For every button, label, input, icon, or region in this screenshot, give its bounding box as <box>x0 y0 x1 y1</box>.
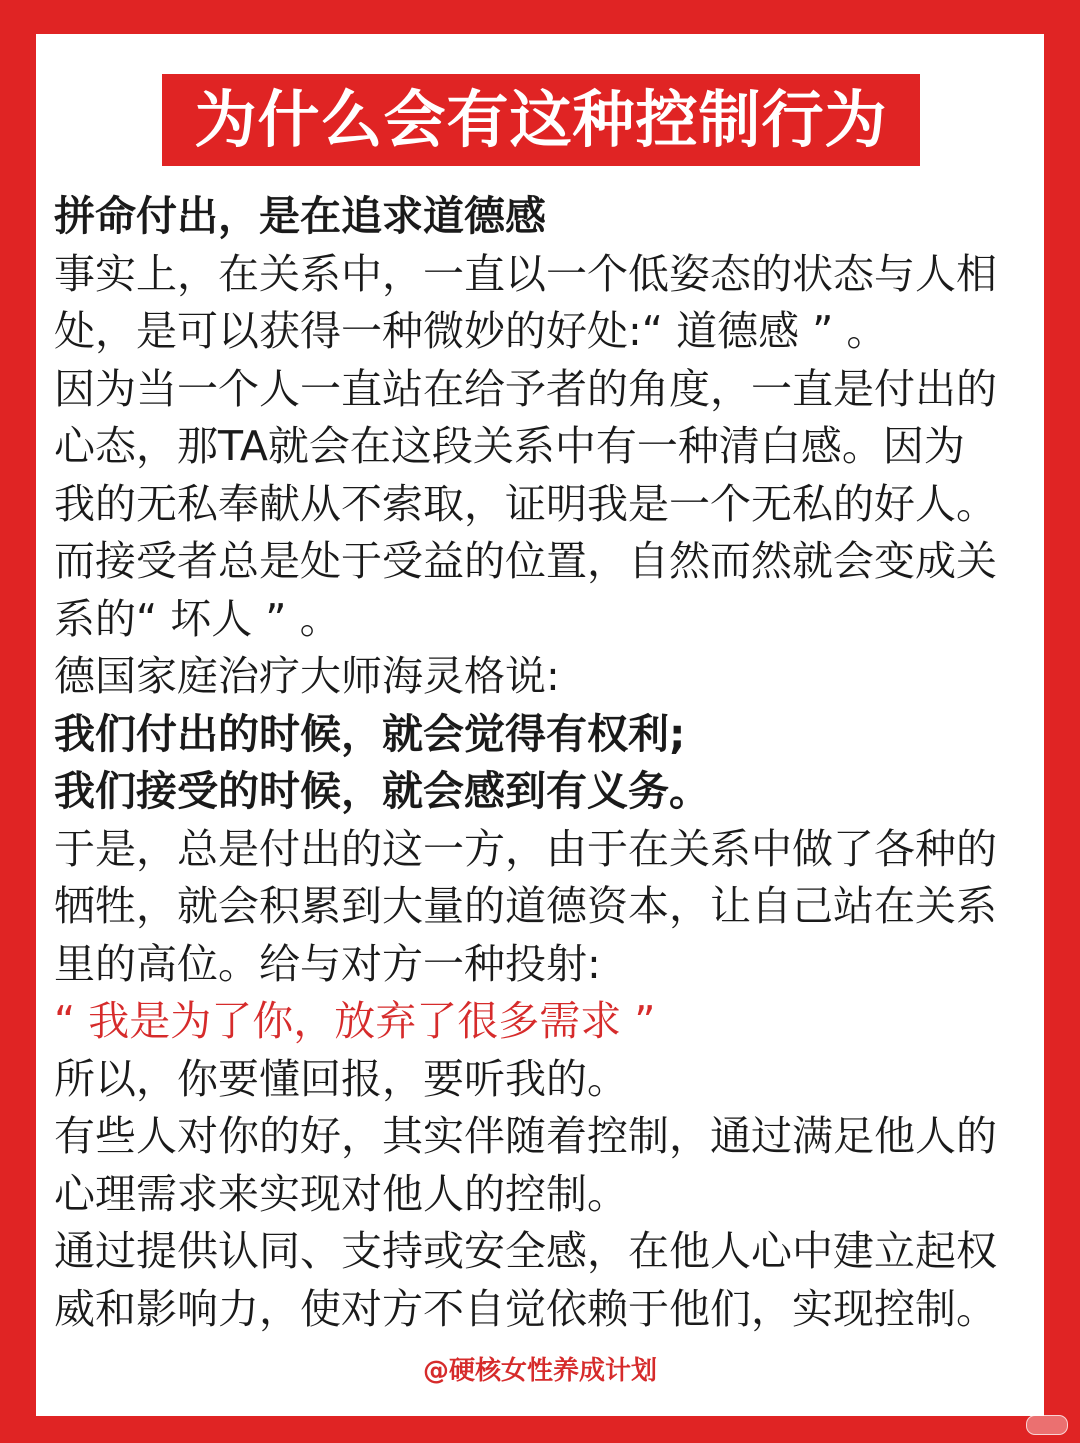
article-body <box>54 188 1034 1338</box>
quote-bold-line: 我们付出的时候，就会觉得有权利; <box>54 709 686 758</box>
watermark-badge <box>1026 1415 1068 1435</box>
paragraph-line: 因为当一个人一直站在给予者的角度，一直是付出的 <box>54 364 997 413</box>
paragraph-line: 处，是可以获得一种微妙的好处:“ 道德感 ” 。 <box>54 307 888 355</box>
paragraph-line: 有些人对你的好，其实伴随着控制，通过满足他人的 <box>54 1112 997 1160</box>
paragraph-line: 里的高位。给与对方一种投射: <box>54 939 601 988</box>
paragraph-line: 所以，你要懂回报，要听我的。 <box>54 1054 628 1103</box>
author-handle: @硬核女性养成计划 <box>422 1356 657 1386</box>
article-card <box>36 34 1044 1416</box>
quote-bold-line: 我们接受的时候，就会感到有义务。 <box>54 767 710 815</box>
highlight-quote: “ 我是为了你，放弃了很多需求 ” <box>54 997 656 1045</box>
paragraph-line: 心态，那TA就会在这段关系中有一种清白感。因为 <box>54 422 965 470</box>
paragraph-line: 我的无私奉献从不索取，证明我是一个无私的好人。 <box>54 479 997 528</box>
section-heading: 拼命付出，是在追求道德感 <box>54 192 546 240</box>
paragraph-line: 威和影响力，使对方不自觉依赖于他们，实现控制。 <box>54 1284 997 1333</box>
page-title: 为什么会有这种控制行为 <box>162 74 920 166</box>
paragraph-line: 心理需求来实现对他人的控制。 <box>54 1169 628 1218</box>
paragraph-line: 于是，总是付出的这一方，由于在关系中做了各种的 <box>54 824 997 873</box>
paragraph-line: 事实上，在关系中，一直以一个低姿态的状态与人相 <box>54 249 997 298</box>
paragraph-line: 德国家庭治疗大师海灵格说: <box>54 652 560 700</box>
paragraph-line: 通过提供认同、支持或安全感，在他人心中建立起权 <box>54 1227 997 1275</box>
paragraph-line: 而接受者总是处于受益的位置，自然而然就会变成关 <box>54 537 997 585</box>
paragraph-line: 牺牲，就会积累到大量的道德资本，让自己站在关系 <box>54 882 997 930</box>
paragraph-line: 系的“ 坏人 ” 。 <box>54 594 341 643</box>
